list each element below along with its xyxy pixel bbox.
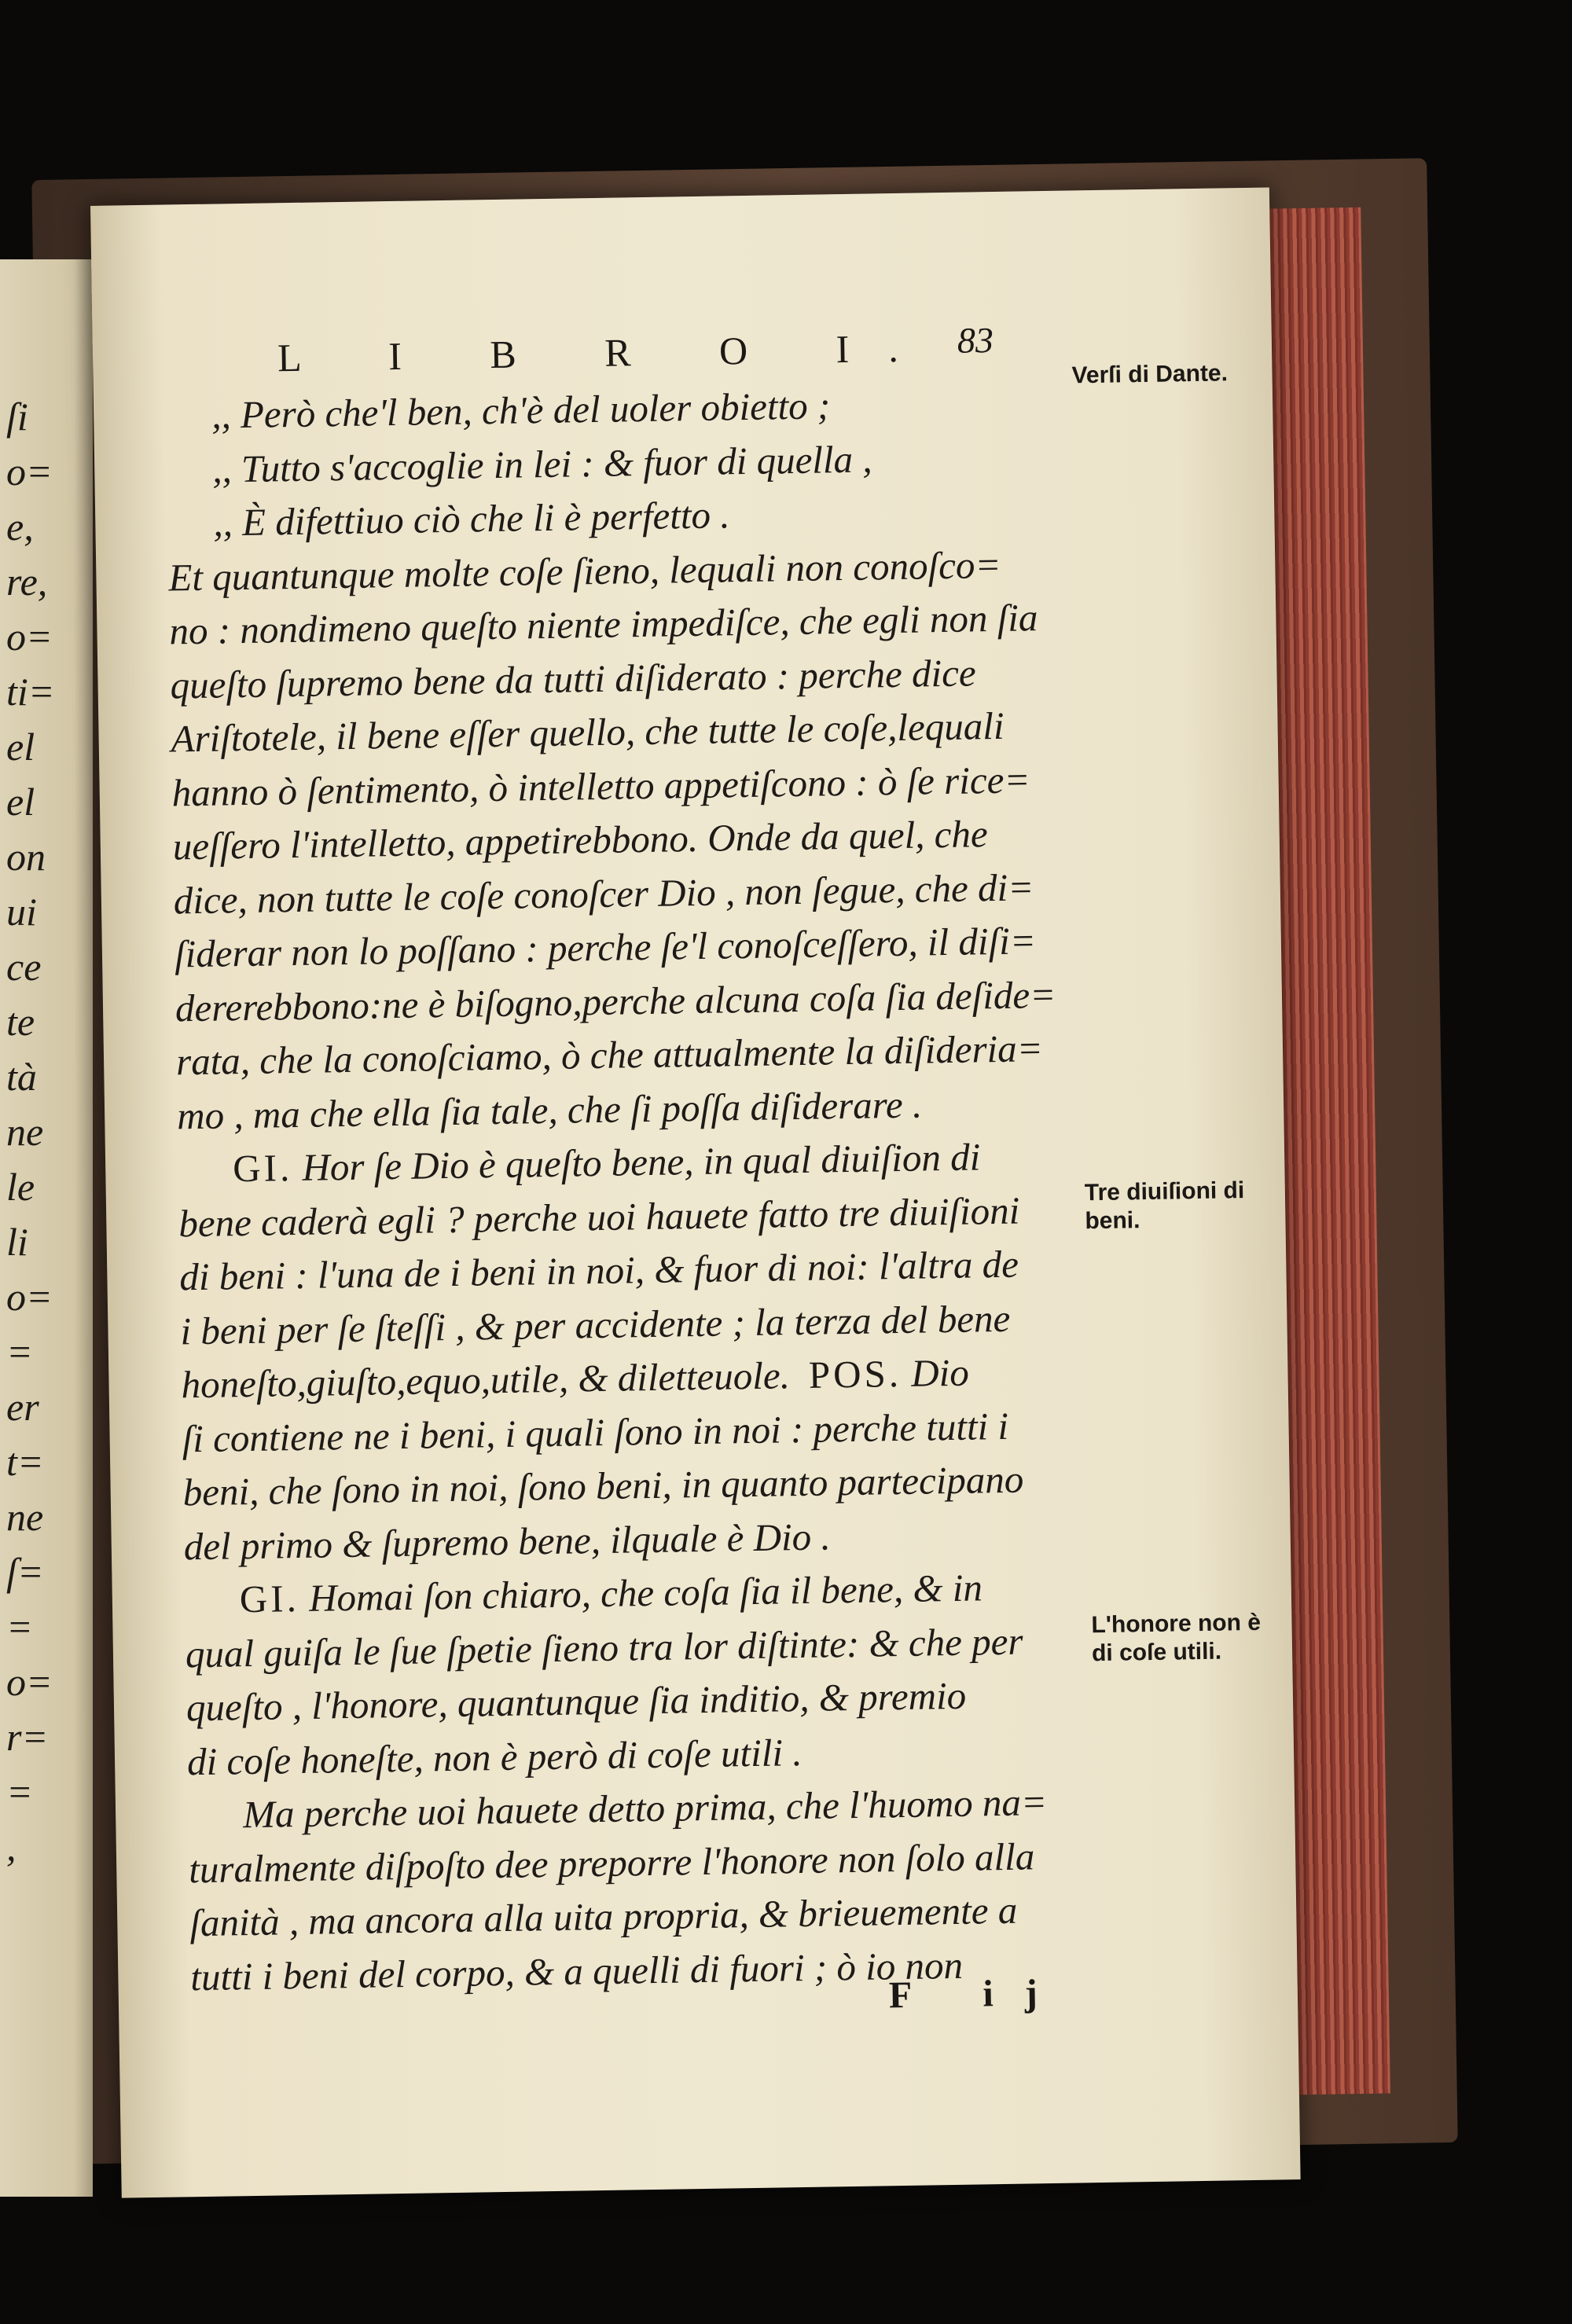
running-header: L I B R O I. (277, 325, 938, 380)
left-page-text-fragment: , (6, 1825, 17, 1869)
left-page-text-fragment: ſi (6, 395, 28, 439)
line-text: ſiderar non lo poſſano : perche ſe'l conoſceſſero, il diſi= (174, 919, 1037, 976)
line-text: turalmente diſpoſto dee preporre l'honore non ſolo alla (188, 1834, 1035, 1891)
left-page-text-fragment: = (6, 1770, 33, 1814)
line-text: ueſſero l'intelletto, appetirebbono. Onde da quel, che (172, 812, 989, 868)
left-page-text-fragment: ti= (6, 670, 55, 714)
left-page-text-fragment: ce (6, 945, 42, 989)
left-page-text-fragment: ſ= (6, 1550, 44, 1594)
left-page-text-fragment: te (6, 1000, 35, 1044)
line-text: Et quantunque molte coſe ſieno, lequali non conoſco= (168, 542, 1001, 599)
body-text (166, 375, 1115, 2004)
left-page-text-fragment: o= (6, 1660, 53, 1704)
signature-mark: F ij (888, 1971, 1070, 2017)
speaker-label: POS. (808, 1351, 902, 1397)
line-text: no : nondimeno queſto niente impediſce, che egli non ſia (169, 596, 1038, 653)
book-page (90, 187, 1301, 2197)
left-page-text-fragment: o= (6, 615, 53, 659)
line-text: ,, È difettiuo ciò che li è perfetto . (212, 493, 730, 545)
margin-note-honore: L'honore non è di coſe utili. (1091, 1609, 1262, 1667)
left-page-text-fragment: el (6, 725, 35, 769)
left-page-text-fragment: e, (6, 505, 34, 549)
line-text: bene caderà egli ? perche uoi hauete fatto tre diuiſioni (178, 1188, 1020, 1245)
left-page-text-fragment: ne (6, 1110, 44, 1154)
left-page-text-fragment: el (6, 780, 35, 824)
margin-note-versi-di-dante: Verſi di Dante. (1071, 360, 1229, 389)
line-text: honeſto,giuſto,equo,utile, & diletteuole. (181, 1353, 791, 1407)
left-page-text-fragment: er (6, 1385, 39, 1429)
margin-note-tre-diuisioni: Tre diuiſioni di beni. (1084, 1177, 1245, 1235)
left-page-text-fragment: r= (6, 1715, 49, 1759)
line-text: di beni : l'una de i beni in noi, & fuor di noi: l'altra de (178, 1242, 1019, 1299)
line-text: mo , ma che ella ſia tale, che ſi poſſa diſiderare . (176, 1082, 923, 1137)
line-text: ,, Però che'l ben, ch'è del uoler obietto ; (211, 384, 831, 437)
line-text: rata, che la conoſciamo, ò che attualmente la diſideria= (175, 1026, 1044, 1084)
line-text: hanno ò ſentimento, ò intelletto appetiſcono : ò ſe rice= (171, 757, 1030, 814)
line-text: Ariſtotele, il bene eſſer quello, che tutte le coſe,lequali (171, 703, 1005, 761)
line-text: ,, Tutto s'accoglie in lei : & fuor di quella , (211, 436, 872, 491)
line-text: dererebbono:ne è biſogno,perche alcuna coſa ſia deſide= (174, 972, 1056, 1030)
line-text: Ma perche uoi hauete detto prima, che l'huomo na= (242, 1780, 1048, 1837)
speaker-label: GI. (232, 1146, 293, 1191)
left-page-fragment (0, 259, 93, 2197)
line-text: di coſe honeſte, non è però di coſe utili . (186, 1730, 803, 1783)
left-page-text-fragment: ui (6, 890, 37, 934)
left-page-text-fragment: on (6, 835, 46, 879)
left-page-text-fragment: o= (6, 450, 53, 494)
line-text: ſanità , ma ancora alla uita propria, & brieuemente a (189, 1888, 1018, 1945)
left-page-text-fragment: li (6, 1220, 28, 1264)
left-page-text-fragment: o= (6, 1275, 53, 1319)
left-page-text-fragment: ne (6, 1495, 44, 1539)
line-text: qual guiſa le ſue ſpetie ſieno tra lor diſtinte: & che per (185, 1619, 1023, 1676)
line-text: Dio (901, 1350, 970, 1395)
left-page-text-fragment: le (6, 1165, 35, 1209)
line-text: queſto ſupremo bene da tutti diſiderato : perche dice (170, 650, 977, 707)
left-page-text-fragment: = (6, 1605, 33, 1649)
line-text: del primo & ſupremo bene, ilquale è Dio . (183, 1514, 832, 1568)
line-text: beni, che ſono in noi, ſono beni, in quanto partecipano (182, 1457, 1024, 1514)
line-text: queſto , l'honore, quantunque ſia inditio, & premio (185, 1673, 967, 1730)
left-page-text-fragment: re, (6, 560, 48, 604)
left-page-text-fragment: tà (6, 1055, 37, 1099)
line-text: Hor ſe Dio è queſto bene, in qual diuiſion di (292, 1135, 981, 1190)
left-page-text-fragment: = (6, 1330, 33, 1374)
line-text: Homai ſon chiaro, che coſa ſia il bene, & in (299, 1566, 983, 1621)
line-text: i beni per ſe ſteſſi , & per accidente ; la terza del bene (180, 1296, 1011, 1353)
speaker-label: GI. (239, 1577, 300, 1621)
page-number: 83 (957, 319, 994, 361)
left-page-text-fragment: t= (6, 1440, 44, 1484)
line-text: dice, non tutte le coſe conoſcer Dio , non ſegue, che di= (173, 865, 1034, 922)
line-text: ſi contiene ne i beni, i quali ſono in noi : perche tutti i (182, 1404, 1009, 1460)
line-text: tutti i beni del corpo, & a quelli di fuori ; ò io non (189, 1943, 964, 1999)
